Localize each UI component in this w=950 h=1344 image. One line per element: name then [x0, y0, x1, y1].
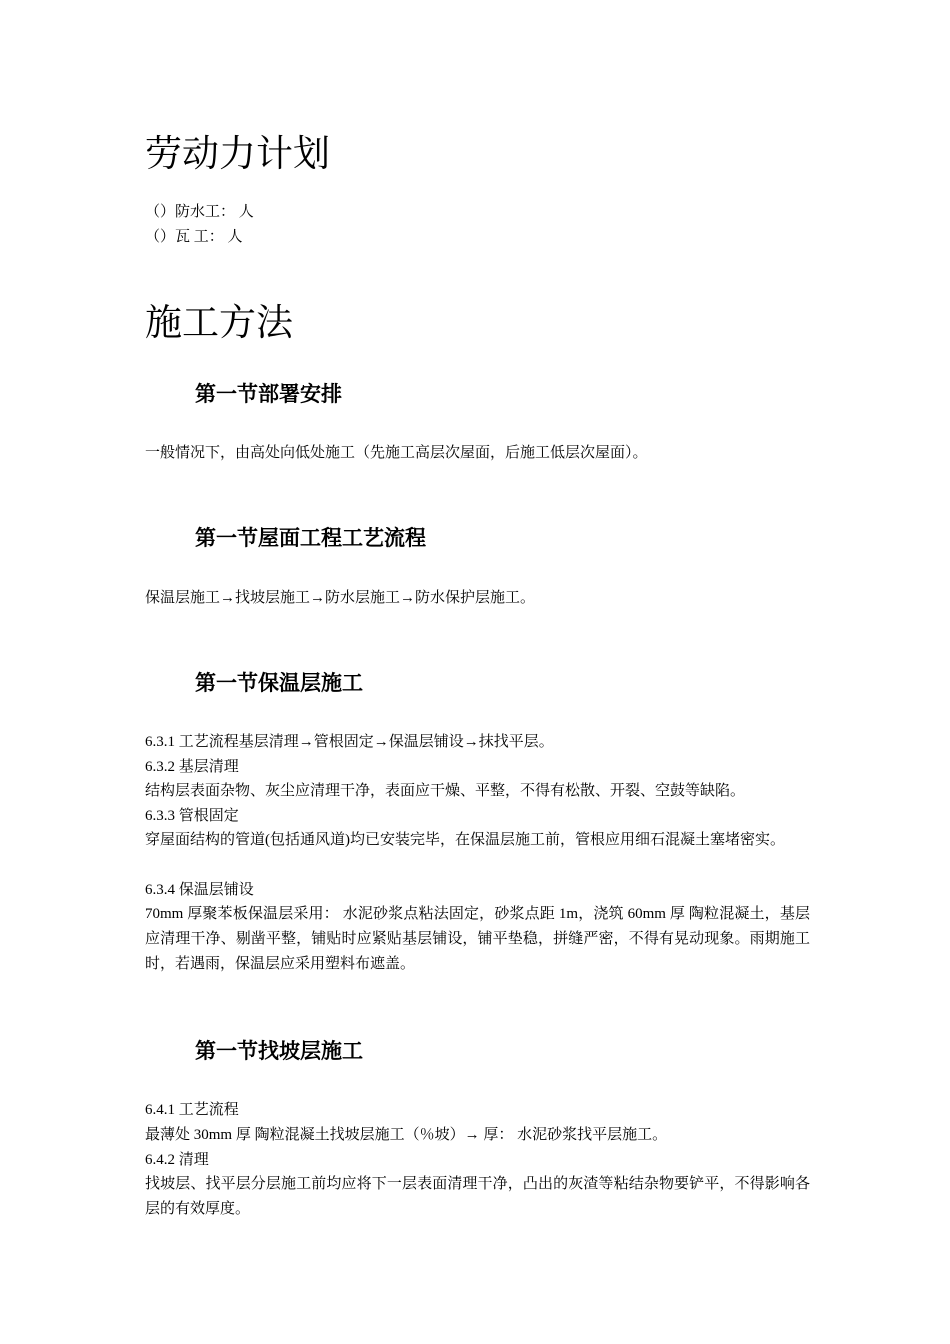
- insulation-paragraph-2: 6.3.2 基层清理: [145, 759, 239, 775]
- slope-paragraph-3: 6.4.2 清理: [145, 1152, 209, 1168]
- section-deploy-text: 一般情况下，由高处向低处施工（先施工高层次屋面，后施工低层次屋面）。: [145, 445, 648, 461]
- insulation-paragraph-5: 穿屋面结构的管道(包括通风道)均已安装完毕，在保温层施工前，管根应用细石混凝土塞堵密实。: [145, 832, 785, 848]
- section-insulation-heading: 第一节保温层施工: [195, 671, 363, 695]
- slope-paragraph-2: 最薄处 30mm 厚 陶粒混凝土找坡层施工（％坡）→ 厚： 水泥砂浆找平层施工。: [145, 1127, 668, 1143]
- construction-method-title: 施工方法: [145, 303, 293, 344]
- slope-paragraph-1: 6.4.1 工艺流程: [145, 1102, 239, 1118]
- section-process-heading: 第一节屋面工程工艺流程: [195, 526, 426, 550]
- insulation-paragraph-3: 结构层表面杂物、灰尘应清理干净，表面应干燥、平整，不得有松散、开裂、空鼓等缺陷。: [145, 783, 746, 799]
- slope-paragraph-4: 找坡层、找平层分层施工前均应将下一层表面清理干净，凸出的灰渣等粘结杂物要铲平，不得影响各层的有效厚度。: [145, 1176, 810, 1217]
- labor-line-waterproofer: （）防水工： 人: [145, 204, 254, 220]
- section-process-text: 保温层施工→找坡层施工→防水层施工→防水保护层施工。: [145, 590, 536, 606]
- insulation-paragraph-1: 6.3.1 工艺流程基层清理→管根固定→保温层铺设→抹找平层。: [145, 734, 554, 750]
- section-slope-heading: 第一节找坡层施工: [195, 1039, 363, 1063]
- section-deploy-heading: 第一节部署安排: [195, 382, 342, 406]
- labor-line-tiler: （）瓦 工： 人: [145, 229, 243, 245]
- insulation-paragraph-4: 6.3.3 管根固定: [145, 808, 239, 824]
- insulation-paragraph-7: 70mm 厚聚苯板保温层采用： 水泥砂浆点粘法固定，砂浆点距 1m，浇筑 60mm 厚 陶粒混凝土，基层应清理干净、剔凿平整，铺贴时应紧贴基层铺设，铺平垫稳，拼缝严密，不得有晃动现象。雨期施工时，若遇雨，保温层应采用塑料布遮盖。: [145, 906, 810, 972]
- insulation-paragraph-6: 6.3.4 保温层铺设: [145, 882, 254, 898]
- labor-plan-title: 劳动力计划: [145, 134, 330, 175]
